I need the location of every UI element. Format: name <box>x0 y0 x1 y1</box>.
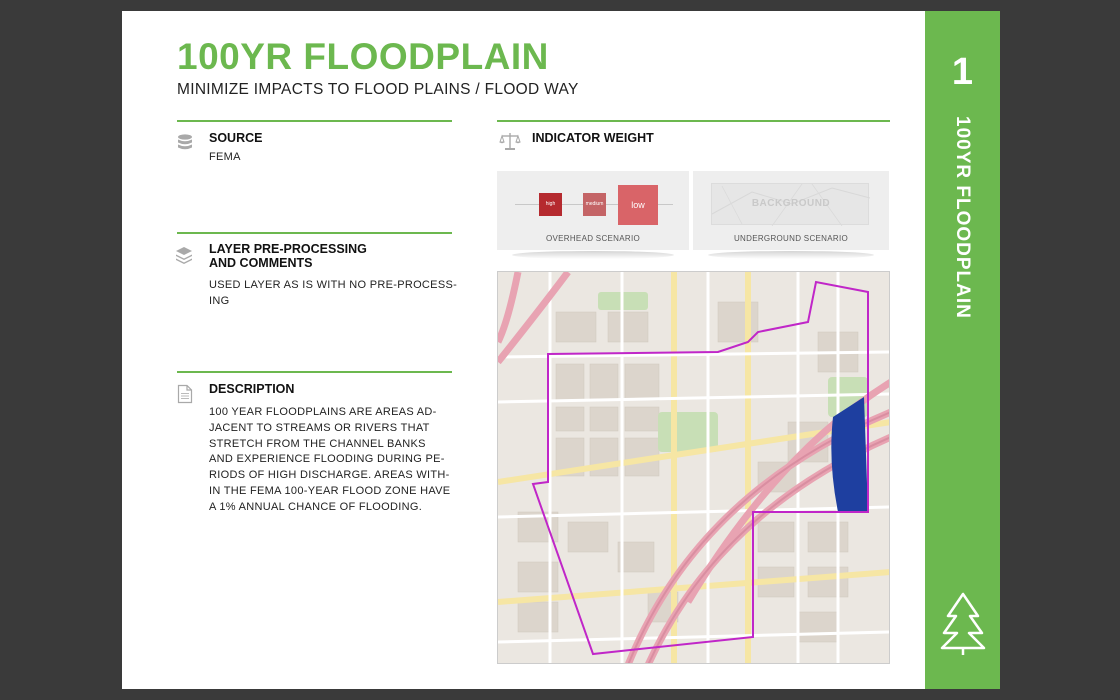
background-badge-text: BACKGROUND <box>751 198 831 209</box>
tree-icon <box>938 591 988 656</box>
overhead-scenario-label: OVERHEAD SCENARIO <box>545 234 640 243</box>
description-line: STRETCH FROM THE CHANNEL BANKS <box>209 437 426 450</box>
source-divider <box>177 120 452 122</box>
description-line: A 1% ANNUAL CHANCE OF FLOODING. <box>209 500 423 513</box>
description-divider <box>177 371 452 373</box>
preprocessing-divider <box>177 232 452 234</box>
preprocessing-body-line: ING <box>209 294 230 307</box>
description-line: AND EXPERIENCE FLOODING DURING PE- <box>209 453 445 466</box>
chapter-number: 1 <box>951 51 974 93</box>
description-body <box>209 405 450 516</box>
overhead-scenario-panel <box>497 171 689 250</box>
preprocessing-heading-line: AND COMMENTS <box>209 256 313 270</box>
panel-shadow <box>708 251 874 259</box>
description-line: RIODS OF HIGH DISCHARGE. AREAS WITH- <box>209 469 450 482</box>
panel-shadow <box>512 251 674 259</box>
preprocessing-body <box>209 278 457 310</box>
preprocessing-heading-line: LAYER PRE-PROCESSING <box>209 242 367 256</box>
preprocessing-heading <box>209 242 367 270</box>
layers-icon <box>175 245 193 265</box>
description-line: IN THE FEMA 100-YEAR FLOOD ZONE HAVE <box>209 484 451 497</box>
preprocessing-body-line: USED LAYER AS IS WITH NO PRE-PROCESS- <box>209 279 458 291</box>
chapter-sidebar <box>925 11 1000 689</box>
underground-scenario-label: UNDERGROUND SCENARIO <box>733 234 848 243</box>
document-page <box>122 11 925 689</box>
description-line: 100 YEAR FLOODPLAINS ARE AREAS AD- <box>209 406 437 418</box>
weight-low-marker: low <box>618 185 658 225</box>
chapter-title-text: 100YR FLOODPLAIN <box>952 116 973 319</box>
source-value: FEMA <box>209 151 241 163</box>
weight-medium-marker: medium <box>583 193 606 216</box>
background-badge <box>711 183 869 225</box>
scale-icon <box>499 131 521 151</box>
description-line: JACENT TO STREAMS OR RIVERS THAT <box>209 421 430 434</box>
chapter-title <box>945 116 981 326</box>
database-icon <box>176 133 194 153</box>
page-title: 100YR FLOODPLAIN <box>177 36 549 77</box>
page-subtitle: MINIMIZE IMPACTS TO FLOOD PLAINS / FLOOD WAY <box>177 81 579 98</box>
floodplain-map[interactable] <box>497 271 890 664</box>
map-canvas <box>498 272 890 664</box>
weight-divider <box>497 120 890 122</box>
weight-high-marker: high <box>539 193 562 216</box>
weight-heading: INDICATOR WEIGHT <box>532 131 654 145</box>
description-heading: DESCRIPTION <box>209 382 295 396</box>
source-heading: SOURCE <box>209 131 263 145</box>
underground-scenario-panel <box>693 171 889 250</box>
document-icon <box>177 384 195 404</box>
